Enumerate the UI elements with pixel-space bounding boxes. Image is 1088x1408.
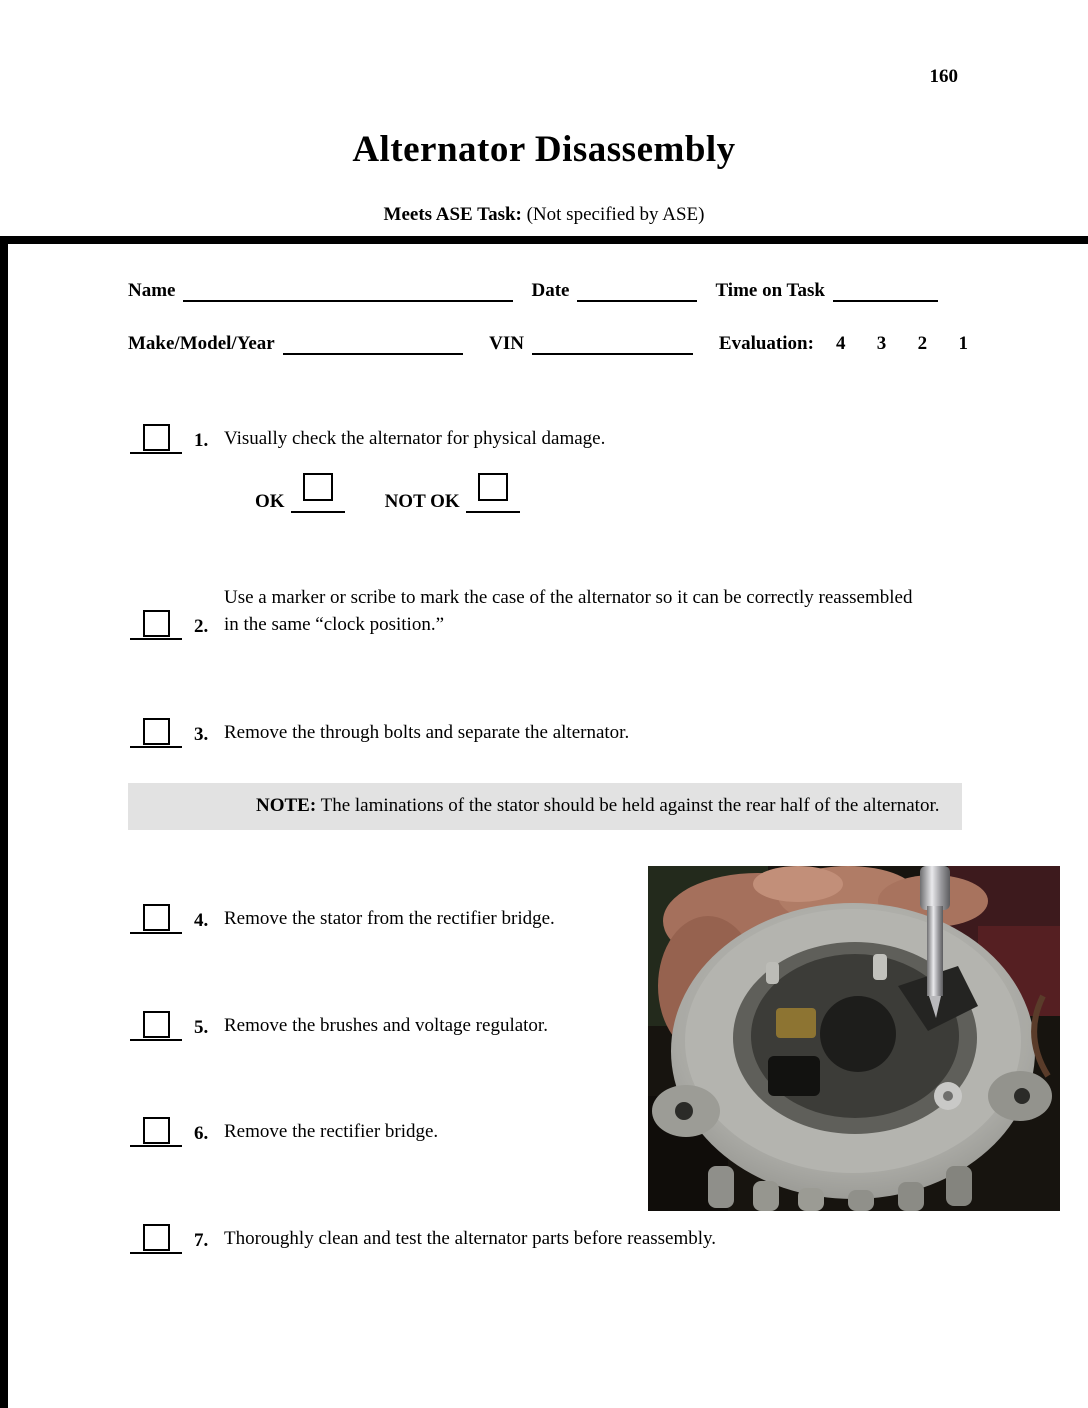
make-model-year-label: Make/Model/Year — [128, 333, 275, 354]
step-6 — [130, 1117, 438, 1147]
step-3-text: Remove the through bolts and separate the alternator. — [224, 722, 630, 743]
ok-field[interactable] — [291, 477, 345, 513]
date-label: Date — [531, 280, 570, 301]
vin-field[interactable] — [532, 333, 693, 355]
evaluation-values: 4 3 2 1 — [835, 333, 968, 354]
form-row-vehicle — [128, 333, 968, 355]
step-2-number: 2. — [194, 616, 209, 637]
header-rule — [0, 236, 1088, 244]
checkbox-icon — [143, 610, 170, 637]
form-row-identity — [128, 280, 968, 302]
step-5-checkbox[interactable] — [130, 1011, 182, 1041]
ok-notok-line — [255, 477, 526, 513]
name-field[interactable] — [183, 280, 513, 302]
step-7 — [130, 1224, 716, 1254]
not-ok-field[interactable] — [466, 477, 520, 513]
alternator-photo-illustration — [648, 866, 1060, 1211]
step-6-checkbox[interactable] — [130, 1117, 182, 1147]
note-box — [128, 783, 962, 830]
step-3 — [130, 718, 629, 748]
step-4-number: 4. — [194, 910, 209, 931]
name-label: Name — [128, 280, 176, 301]
not-ok-checkbox-icon — [478, 473, 508, 501]
step-2-text: Use a marker or scribe to mark the case of the alternator so it can be correctly reassembled in the same “clock position.” — [224, 587, 913, 635]
step-2-checkbox[interactable] — [130, 610, 182, 640]
checkbox-icon — [143, 1117, 170, 1144]
not-ok-label: NOT OK — [384, 491, 460, 512]
meets-ase-task-value: (Not specified by ASE) — [526, 204, 705, 225]
step-4 — [130, 904, 555, 934]
step-6-text: Remove the rectifier bridge. — [224, 1121, 439, 1142]
alternator-photo — [648, 866, 1060, 1211]
step-1-checkbox[interactable] — [130, 424, 182, 454]
step-2 — [130, 584, 924, 640]
meets-ase-task-label: Meets ASE Task: — [383, 204, 522, 225]
vin-label: VIN — [489, 333, 524, 354]
step-3-number: 3. — [194, 724, 209, 745]
step-1-number: 1. — [194, 430, 209, 451]
checkbox-icon — [143, 718, 170, 745]
step-1-text: Visually check the alternator for physical damage. — [224, 428, 606, 449]
page-number: 160 — [929, 66, 958, 87]
step-7-checkbox[interactable] — [130, 1224, 182, 1254]
time-on-task-label: Time on Task — [715, 280, 825, 301]
checkbox-icon — [143, 904, 170, 931]
evaluation-label: Evaluation: — [718, 333, 814, 354]
step-4-text: Remove the stator from the rectifier bridge. — [224, 908, 555, 929]
note-text: The laminations of the stator should be held against the rear half of the alternator. — [320, 795, 940, 816]
step-5-number: 5. — [194, 1017, 209, 1038]
step-1 — [130, 424, 605, 454]
ok-checkbox-icon — [303, 473, 333, 501]
ok-label: OK — [255, 491, 285, 512]
left-border-bar — [0, 236, 8, 1408]
step-7-number: 7. — [194, 1230, 209, 1251]
checkbox-icon — [143, 1224, 170, 1251]
make-model-year-field[interactable] — [283, 333, 463, 355]
page-title: Alternator Disassembly — [352, 129, 736, 170]
meets-ase-task-line — [0, 204, 1088, 226]
step-3-checkbox[interactable] — [130, 718, 182, 748]
step-7-text: Thoroughly clean and test the alternator parts before reassembly. — [224, 1228, 717, 1249]
time-on-task-field[interactable] — [833, 280, 938, 302]
step-4-checkbox[interactable] — [130, 904, 182, 934]
step-5 — [130, 1011, 548, 1041]
step-6-number: 6. — [194, 1123, 209, 1144]
checkbox-icon — [143, 424, 170, 451]
checkbox-icon — [143, 1011, 170, 1038]
date-field[interactable] — [577, 280, 697, 302]
step-5-text: Remove the brushes and voltage regulator. — [224, 1015, 548, 1036]
note-label: NOTE: — [256, 795, 317, 816]
